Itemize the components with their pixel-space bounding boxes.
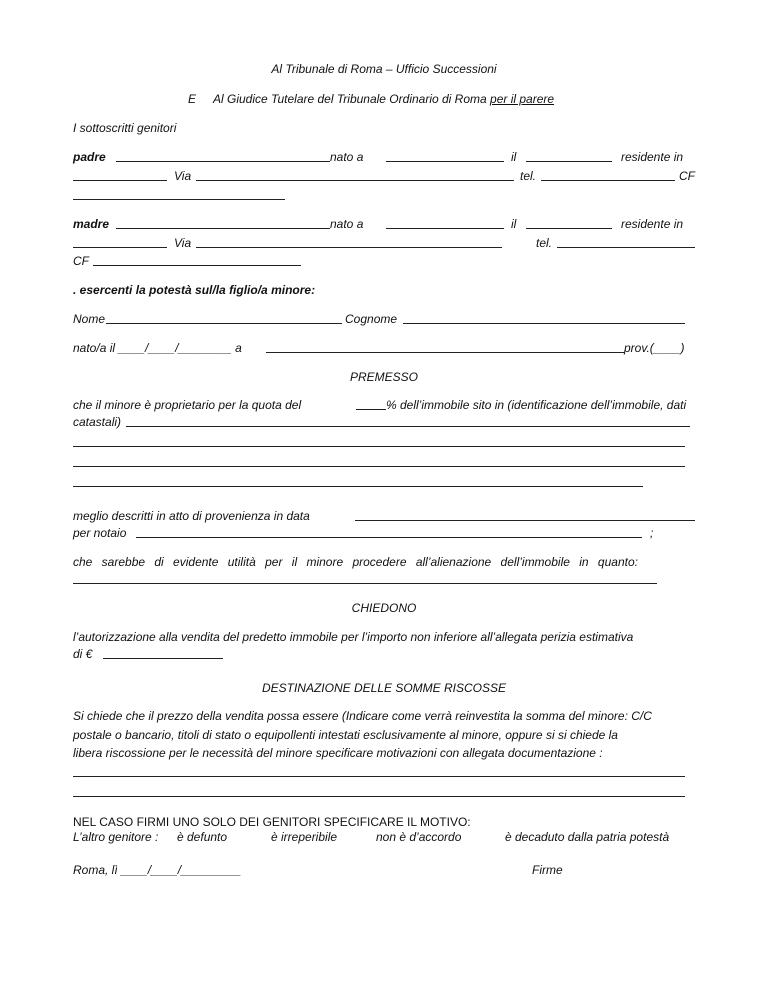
padre-il: il: [511, 150, 517, 164]
notaio-text: per notaio: [73, 526, 127, 540]
destinazione-line-3: libera riscossione per le necessità del minore specificare motivazioni con allegata documentazione :: [73, 746, 603, 760]
chiedono-line-1: l’autorizzazione alla vendita del predetto immobile per l’importo non inferiore all’allegata perizia estimativa: [73, 630, 634, 644]
option-defunto[interactable]: è defunto: [177, 830, 228, 844]
madre-il: il: [511, 217, 517, 231]
header-line-2-underlined: per il parere: [490, 92, 555, 106]
firme-label: Firme: [532, 863, 563, 877]
option-irreperibile[interactable]: è irreperibile: [271, 830, 338, 844]
intro-text: I sottoscritti genitori: [73, 121, 177, 135]
luogo-data: Roma, lì ____/____/_________: [73, 863, 242, 877]
notaio-end: ;: [650, 526, 654, 540]
immobile-line-1[interactable]: [126, 426, 690, 427]
madre-tel: tel.: [536, 236, 553, 250]
madre-via: Via: [174, 236, 192, 250]
immobile-line-4[interactable]: [73, 486, 643, 487]
minore-nato-il: nato/a il ____/____/________ a: [73, 341, 242, 355]
esercenti-heading: . esercenti la potestà sul/la figlio/a minore:: [73, 283, 316, 297]
premesso-line-1b: % dell’immobile sito in (identificazione dell’immobile, dati: [386, 398, 687, 412]
padre-cf: CF: [679, 169, 695, 183]
madre-via-line[interactable]: [196, 247, 502, 248]
padre-label: padre: [73, 150, 106, 164]
destinazione-line-2: postale o bancario, titoli di stato o equipollenti intestati esclusivamente al minore, oppure si si chiede la: [73, 728, 618, 742]
padre-tel: tel.: [520, 169, 537, 183]
padre-via: Via: [174, 169, 192, 183]
madre-nato-a: nato a: [330, 217, 364, 231]
importo-line[interactable]: [103, 658, 223, 659]
destinazione-line-1: Si chiede che il prezzo della vendita possa essere (Indicare come verrà reinvestita la somma del minore: C/C: [73, 709, 652, 723]
destinazione-fill-line-1[interactable]: [73, 776, 685, 777]
destinazione-fill-line-2[interactable]: [73, 796, 685, 797]
padre-tel-line[interactable]: [541, 180, 675, 181]
genitore-label: L’altro genitore :: [73, 830, 159, 844]
madre-label: madre: [73, 217, 110, 231]
minore-cognome-label: Cognome: [345, 312, 398, 326]
utilita-line[interactable]: [73, 583, 657, 584]
provenienza-data-line[interactable]: [355, 520, 695, 521]
madre-cf-line[interactable]: [93, 265, 301, 266]
genitore-heading: NEL CASO FIRMI UNO SOLO DEI GENITORI SPECIFICARE IL MOTIVO:: [73, 815, 471, 829]
minore-nome-label: Nome: [73, 312, 106, 326]
madre-name-line[interactable]: [116, 228, 330, 229]
utilita-text: che sarebbe di evidente utilità per il minore procedere all’alienazione dell’immobile in quanto:: [73, 555, 638, 569]
minore-prov: prov.(____): [624, 341, 685, 355]
header-e: E: [188, 92, 197, 106]
premesso-line-1a: che il minore è proprietario per la quota del: [73, 398, 302, 412]
padre-name-line[interactable]: [116, 161, 330, 162]
padre-via-line[interactable]: [196, 180, 514, 181]
chiedono-heading: CHIEDONO: [351, 601, 417, 615]
header-line-2: [213, 92, 554, 106]
madre-data-line[interactable]: [526, 228, 612, 229]
destinazione-heading: DESTINAZIONE DELLE SOMME RISCOSSE: [261, 681, 507, 695]
premesso-heading: PREMESSO: [349, 370, 418, 384]
padre-cf-line[interactable]: [73, 199, 285, 200]
immobile-line-3[interactable]: [73, 466, 685, 467]
notaio-line[interactable]: [136, 537, 642, 538]
header-line-1: Al Tribunale di Roma – Ufficio Successioni: [271, 62, 497, 76]
padre-residente: residente in: [621, 150, 684, 164]
header-line-2-text: Al Giudice Tutelare del Tribunale Ordinario di Roma: [213, 92, 487, 106]
padre-data-line[interactable]: [526, 161, 612, 162]
minore-luogo-line[interactable]: [266, 352, 624, 353]
madre-residente: residente in: [621, 217, 684, 231]
padre-residenza-line[interactable]: [73, 180, 167, 181]
madre-luogo-line[interactable]: [386, 228, 504, 229]
padre-luogo-line[interactable]: [386, 161, 504, 162]
minore-cognome-line[interactable]: [403, 323, 685, 324]
padre-nato-a: nato a: [330, 150, 364, 164]
quota-line[interactable]: [356, 409, 386, 410]
immobile-line-2[interactable]: [73, 446, 685, 447]
chiedono-line-2: di €: [73, 647, 93, 661]
option-non-accordo[interactable]: non è d’accordo: [376, 830, 462, 844]
provenienza-text: meglio descritti in atto di provenienza in data: [73, 509, 310, 523]
option-decaduto[interactable]: è decaduto dalla patria potestà: [505, 830, 670, 844]
madre-cf: CF: [73, 254, 89, 268]
premesso-line-2: catastali): [73, 415, 122, 429]
madre-tel-line[interactable]: [557, 247, 695, 248]
madre-residenza-line[interactable]: [73, 247, 167, 248]
minore-nome-line[interactable]: [106, 323, 342, 324]
